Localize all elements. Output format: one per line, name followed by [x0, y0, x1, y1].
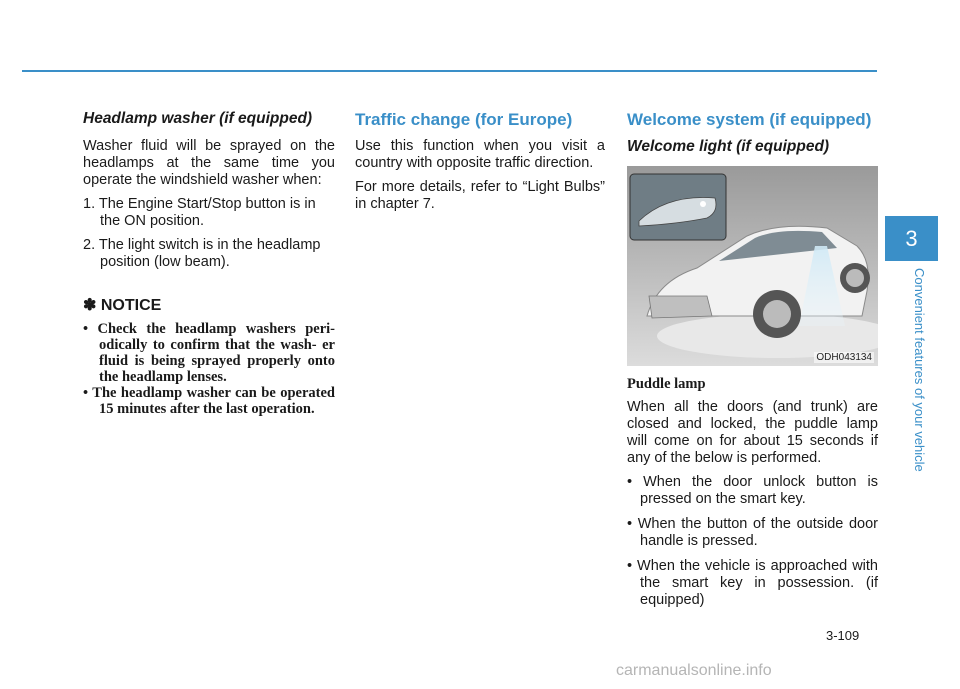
- figure-code: ODH043134: [816, 352, 872, 363]
- bullet-item: • When the door unlock button is pressed on the smart key.: [627, 474, 878, 507]
- headlamp-washer-steps: [83, 196, 335, 271]
- column-middle: [355, 110, 605, 220]
- traffic-change-para: For more details, refer to “Light Bulbs” in chapter 7.: [355, 179, 605, 212]
- puddle-lamp-title: Puddle lamp: [627, 376, 706, 392]
- headlamp-washer-intro: Washer fluid will be sprayed on the headlamps at the same time you operate the windshield washer when:: [83, 138, 335, 188]
- page-number: 3-109: [826, 628, 860, 643]
- notice-item: • Check the headlamp washers peri- odically to confirm that the wash- er fluid is being sprayed properly onto the headlamp lenses.: [83, 321, 335, 385]
- headlamp-washer-heading: Headlamp washer (if equipped): [83, 110, 313, 127]
- traffic-change-heading: Traffic change (for Europe): [355, 110, 573, 129]
- traffic-change-para: Use this function when you visit a country with opposite traffic direction.: [355, 138, 605, 171]
- step-item: 1. The Engine Start/Stop button is in the ON position.: [83, 196, 316, 229]
- car-illustration: [627, 166, 878, 366]
- notice-list: [83, 321, 335, 417]
- watermark: carmanualsonline.info: [616, 662, 772, 679]
- puddle-lamp-bullets: [627, 474, 878, 609]
- welcome-system-heading: Welcome system (if equipped): [627, 110, 872, 129]
- chapter-label: Convenient features of your vehicle: [912, 268, 927, 472]
- notice-title: ✽ NOTICE: [83, 297, 162, 314]
- step-item: 2. The light switch is in the headlamp position (low beam).: [83, 237, 321, 270]
- column-left: [83, 110, 335, 417]
- bullet-item: • When the vehicle is approached with the smart key in possession. (if equipped): [627, 558, 878, 608]
- bullet-item: • When the button of the outside door handle is pressed.: [627, 516, 878, 549]
- welcome-light-heading: Welcome light (if equipped): [627, 138, 830, 155]
- notice-item: • The headlamp washer can be operated 15 minutes after the last operation.: [83, 385, 335, 417]
- car-image-icon: [627, 166, 878, 366]
- puddle-lamp-intro: When all the doors (and trunk) are closed and locked, the puddle lamp will come on for about 15 seconds if any of the below is performed.: [627, 399, 878, 466]
- column-right: [627, 110, 878, 617]
- top-rule: [22, 70, 877, 72]
- chapter-tab: 3: [885, 216, 938, 261]
